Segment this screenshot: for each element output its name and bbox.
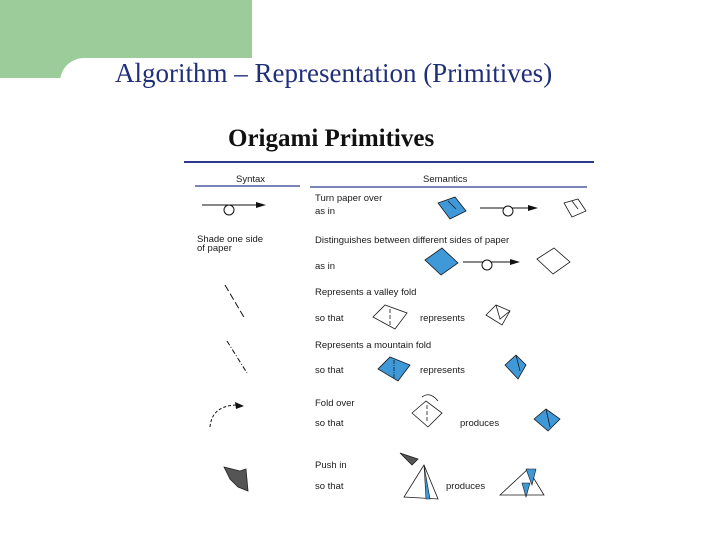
push-in-example	[400, 453, 438, 499]
turn-over-example	[438, 197, 586, 219]
mountain-so-that: so that	[315, 365, 344, 376]
push-in-symbol	[224, 467, 248, 491]
primitives-table-figure	[180, 165, 600, 510]
valley-semantic: Represents a valley fold	[315, 287, 417, 298]
valley-fold-symbol	[225, 285, 245, 319]
fold-over-semantic: Fold over	[315, 398, 355, 409]
mountain-fold-symbol	[227, 341, 247, 373]
push-in-result	[500, 469, 544, 497]
mountain-represents: represents	[420, 365, 465, 376]
push-in-produces: produces	[446, 481, 486, 492]
slide-title: Algorithm – Representation (Primitives)	[115, 58, 553, 88]
valley-so-that: so that	[315, 313, 344, 324]
header-syntax: Syntax	[236, 174, 266, 185]
shade-as-in: as in	[315, 261, 336, 272]
shade-semantic: Distinguishes between different sides of paper	[315, 235, 510, 246]
valley-example-folded	[486, 305, 510, 325]
fold-over-example	[412, 395, 442, 427]
shade-syntax-line1: Shade one side	[197, 234, 264, 245]
heading-underline	[184, 161, 594, 163]
header-semantics: Semantics	[423, 174, 468, 185]
origami-primitives-heading: Origami Primitives	[228, 125, 435, 152]
turn-over-as-in: as in	[315, 206, 336, 217]
fold-over-so-that: so that	[315, 418, 344, 429]
valley-example-flat	[373, 305, 407, 329]
fold-over-result	[534, 409, 560, 431]
turn-over-symbol	[202, 202, 266, 215]
mountain-semantic: Represents a mountain fold	[315, 340, 432, 351]
turn-over-semantic: Turn paper over	[315, 193, 383, 204]
valley-represents: represents	[420, 313, 465, 324]
fold-over-symbol	[210, 402, 244, 427]
push-in-so-that: so that	[315, 481, 344, 492]
fold-over-produces: produces	[460, 418, 500, 429]
shade-example	[425, 248, 570, 275]
mountain-example-folded	[505, 355, 526, 379]
push-in-semantic: Push in	[315, 460, 347, 471]
shade-syntax-line2: of paper	[197, 243, 232, 254]
mountain-example-flat	[378, 357, 410, 381]
